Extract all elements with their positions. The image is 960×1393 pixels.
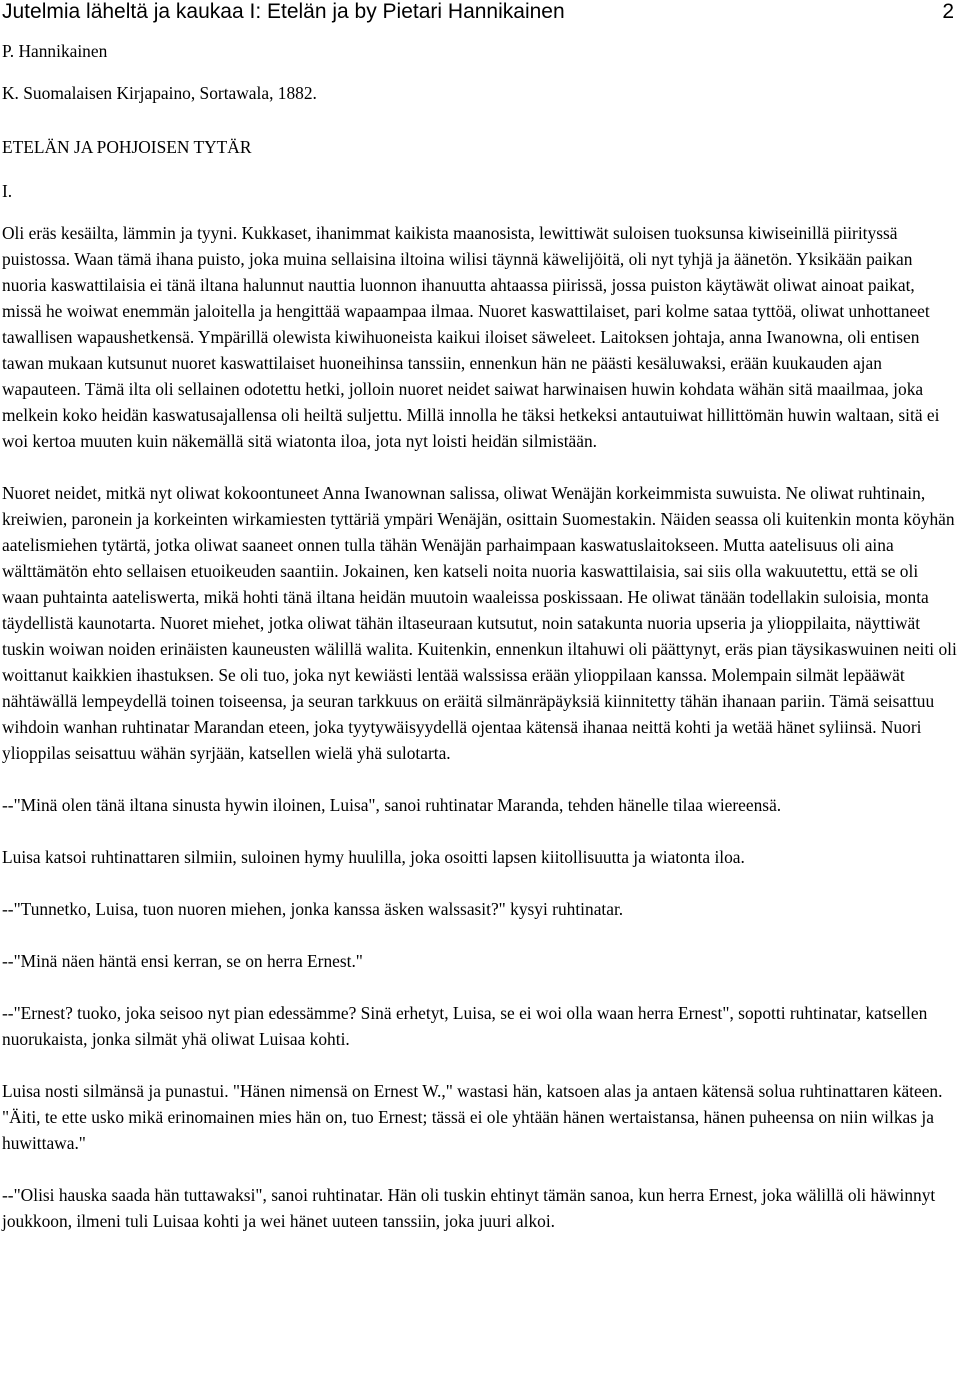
publisher-info: K. Suomalaisen Kirjapaino, Sortawala, 1882. [2, 83, 317, 103]
paragraph: Luisa katsoi ruhtinattaren silmiin, suloinen hymy huulilla, joka osoitti lapsen kiitollisuutta ja wiatonta iloa. [2, 847, 745, 867]
author-name: P. Hannikainen [2, 41, 108, 61]
page-number: 2 [942, 0, 954, 23]
paragraph: --"Minä näen häntä ensi kerran, se on herra Ernest." [2, 951, 363, 971]
chapter-title: ETELÄN JA POHJOISEN TYTÄR [2, 137, 252, 157]
document-body [2, 38, 957, 1260]
paragraph: --"Olisi hauska saada hän tuttawaksi", sanoi ruhtinatar. Hän oli tuskin ehtinyt tämän sanoa, kun herra Ernest, joka wälillä oli häwinnyt joukkoon, ilmeni tuli Luisaa kohti ja wei hänet uuteen tanssiin, joka juuri alkoi. [2, 1185, 936, 1231]
paragraph: --"Tunnetko, Luisa, tuon nuoren miehen, jonka kanssa äsken walssasit?" kysyi ruhtinatar. [2, 899, 624, 919]
paragraph: --"Minä olen tänä iltana sinusta hywin iloinen, Luisa", sanoi ruhtinatar Maranda, tehden hänelle tilaa wiereensä. [2, 795, 782, 815]
section-number: I. [2, 181, 13, 201]
paragraph: --"Ernest? tuoko, joka seisoo nyt pian edessämme? Sinä erhetyt, Luisa, se ei woi olla waan herra Ernest", sopotti ruhtinatar, katsellen nuorukaista, jonka silmät yhä oliwat Luisaa kohti. [2, 1003, 928, 1049]
document-header-title: Jutelmia läheltä ja kaukaa I: Etelän ja by Pietari Hannikainen [2, 0, 565, 23]
paragraph: Luisa nosti silmänsä ja punastui. "Hänen nimensä on Ernest W.," wastasi hän, katsoen alas ja antaen kätensä solua ruhtinattaren käteen. "Äiti, te ette usko mikä erinomainen mies hän on, tuo Ernest; tässä ei ole yhtään hänen wertaistansa, hänen puheensa on niin wilkas ja huwittawa." [2, 1081, 943, 1153]
paragraph: Oli eräs kesäilta, lämmin ja tyyni. Kukkaset, ihanimmat kaikista maanosista, lewittiwät suloisen tuoksunsa kiwiseinillä piirityssä puistossa. Waan tämä ihana puisto, joka muina sellaisina iltoina wilisi täynnä käwelijöitä, oli nyt tyhjä ja äänetön. Yksikään paikan nuoria kaswattilaisia ei tänä iltana halunnut nauttia luonnon ihanuutta ahtaassa piirissä, jossa puiston käytäwät oliwat ainoat paikat, missä he woiwat enemmän jaloitella ja hengittää wapaampaa ilmaa. Nuoret kaswattilaiset, pari kolme sataa tyttöä, oliwat unhottaneet tawallisen wapaushetkensä. Ympärillä olewista kiwihuoneista kaikui iloiset säweleet. Laitoksen johtaja, anna Iwanowna, oli entisen tawan mukaan kutsunut nuoret kaswattilaiset huoneihinsa tanssiin, ennenkun hän ne päästi kesäluwaksi, erään kuukauden ajan wapauteen. Tämä ilta oli sellainen odotettu hetki, jolloin nuoret neidet saiwat harwinaisen huwin kohdata wähän sitä maailmaa, joka melkein koko heidän kaswatusajallensa oli heiltä suljettu. Millä innolla he täksi hetkeksi antautuiwat hillittömän huwin waltaan, sitä ei woi kertoa muuten kuin näkemällä sitä wiatonta iloa, jota nyt loisti heidän silmistään. [2, 223, 940, 451]
page-header [0, 0, 960, 26]
paragraph: Nuoret neidet, mitkä nyt oliwat kokoontuneet Anna Iwanownan salissa, oliwat Wenäjän korkeimmista suwuista. Ne oliwat ruhtinain, kreiwien, paronein ja korkeinten wirkamiesten tyttäriä ympäri Wenäjän, osittain Suomestakin. Näiden seassa oli kuitenkin monta köyhän aatelismiehen tytärtä, jotka oliwat saaneet onnen tulla tähän Wenäjän parhaimpaan kaswatuslaitokseen. Mutta aatelisuus oli aina wälttämätön ehto sellaisen etuoikeuden saantiin. Jokainen, ken katseli noita nuoria kaswattilaisia, sai siis olla wakuutettu, että se oli waan puhtainta aateliswerta, mikä hohti tänä iltana heidän muutoin waaleissa poskissaan. He oliwat tänään todellakin suloisia, monta täydellistä kaunotarta. Nuoret miehet, jotka oliwat tähän iltaseuraan kutsutut, noin satakunta nuoria upseria ja ylioppilaita, näyttiwät tuskin woiwan noiden erinäisten kauneusten wälillä walita. Kuitenkin, ennenkun iltahuwi oli päättynyt, eräs pian täysikaswuinen neiti oli woittanut kaikkien ihastuksen. Se oli tuo, joka nyt kewiästi lentää walssissa erään ylioppilaan kanssa. Molempain silmät lepääwät nähtäwällä lempeydellä toinen toiseensa, ja seuran tarkkuus on eräitä silmänräpäyksiä kiinnitetty tähän ihanaan pariin. Tämä seisattuu wihdoin wanhan ruhtinatar Marandan eteen, joka tyytywäisyydellä ojentaa kätensä ihanaa neittä kohti ja wetää hänet syliinsä. Nuori ylioppilas seisattuu wähän syrjään, katsellen wielä yhä sulotarta. [2, 483, 957, 763]
